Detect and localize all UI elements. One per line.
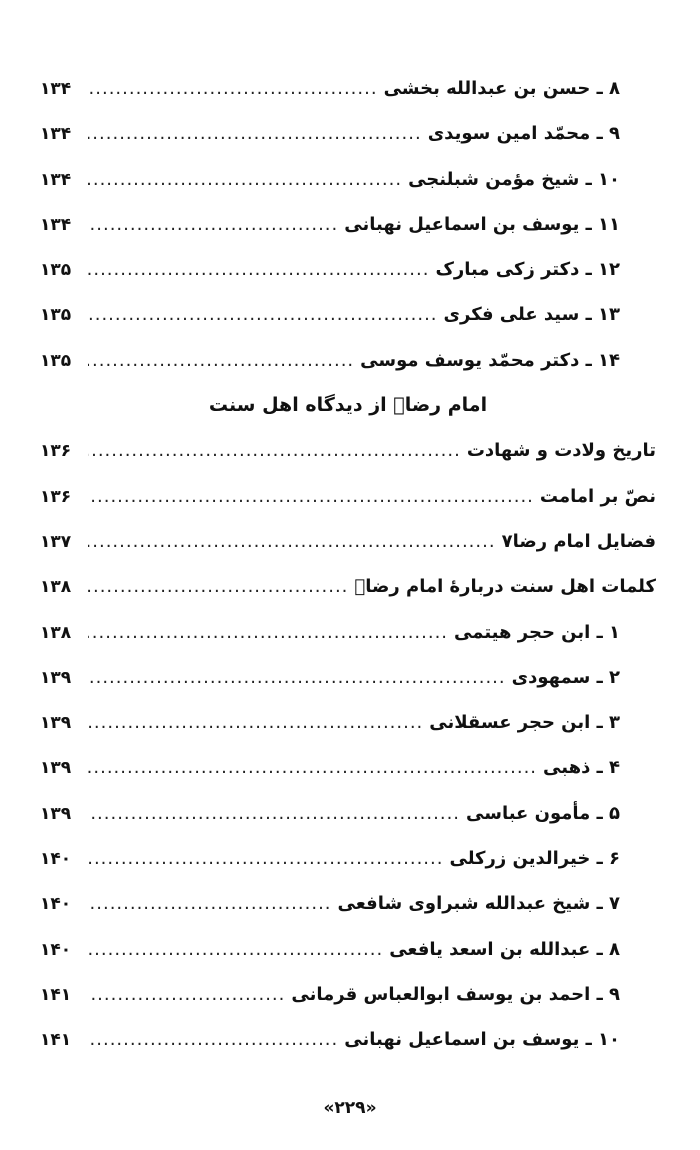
toc-entry [40, 474, 656, 519]
toc-entry [40, 700, 656, 745]
toc-entry-title: ۱۲ ـ دکتر زکی مبارک [435, 259, 620, 281]
section-heading: امام رضاؐ از دیدگاه اهل سنت [208, 394, 488, 417]
toc-entry-title: ۱۰ ـ یوسف بن اسماعیل نهبانی [344, 1029, 620, 1051]
toc-entry-page: ۱۳۷ [40, 531, 72, 552]
table-of-contents [40, 66, 656, 1063]
toc-entry [40, 338, 656, 383]
dot-leader [88, 791, 460, 836]
toc-entry [40, 791, 656, 836]
toc-entry-title: ۱۴ ـ دکتر محمّد یوسف موسی [360, 349, 620, 371]
dot-leader [88, 927, 383, 972]
dot-leader [88, 519, 496, 564]
dot-leader [88, 157, 402, 202]
toc-entry-title: ۱۰ ـ شیخ مؤمن شبلنجی [408, 168, 620, 190]
toc-entry-title: ۹ ـ احمد بن یوسف ابوالعباس قرمانی [291, 983, 620, 1005]
toc-entry-title: ۱۱ ـ یوسف بن اسماعیل نهبانی [344, 213, 620, 235]
dot-leader [88, 1017, 338, 1062]
dot-leader [88, 610, 448, 655]
toc-entry [40, 202, 656, 247]
toc-entry [40, 836, 656, 881]
toc-entry-page: ۱۳۵ [40, 305, 72, 326]
toc-entry-page: ۱۳۶ [40, 441, 72, 462]
toc-entry [40, 247, 656, 292]
toc-entry [40, 1017, 656, 1062]
toc-entry-page: ۱۳۸ [40, 577, 72, 598]
toc-entry [40, 610, 656, 655]
toc-entry-title: ۶ ـ خیرالدین زرکلی [449, 848, 620, 870]
toc-entry-title: ۹ ـ محمّد امین سویدی [427, 123, 620, 145]
toc-entry-title: ۸ ـ عبدالله بن اسعد یافعی [389, 938, 620, 960]
toc-entry [40, 564, 656, 609]
dot-leader [88, 474, 534, 519]
toc-entry [40, 66, 656, 111]
dot-leader [88, 564, 348, 609]
toc-entry [40, 927, 656, 972]
dot-leader [88, 655, 506, 700]
toc-entry-page: ۱۳۴ [40, 169, 72, 190]
dot-leader [88, 881, 332, 926]
toc-entry-title: فضایل امام رضا۷ [501, 530, 656, 552]
toc-entry-page: ۱۳۴ [40, 214, 72, 235]
toc-entry [40, 655, 656, 700]
toc-entry [40, 111, 656, 156]
toc-entry-page: ۱۴۱ [40, 1030, 72, 1051]
toc-entry-title: نصّ بر امامت [539, 485, 656, 507]
toc-entry-title: کلمات اهل سنت دربارهٔ امام رضاؐ [354, 576, 656, 598]
toc-entry-page: ۱۳۶ [40, 486, 72, 507]
toc-entry-page: ۱۳۴ [40, 124, 72, 145]
toc-entry-title: ۴ ـ ذهبی [543, 757, 620, 779]
dot-leader [88, 338, 354, 383]
dot-leader [88, 247, 429, 292]
toc-entry [40, 157, 656, 202]
toc-entry [40, 745, 656, 790]
toc-entry-page: ۱۳۹ [40, 713, 72, 734]
toc-entry [40, 881, 656, 926]
dot-leader [88, 745, 537, 790]
toc-entry [40, 428, 656, 473]
dot-leader [88, 428, 461, 473]
toc-entry-page: ۱۴۰ [40, 894, 72, 915]
toc-entry-page: ۱۳۴ [40, 79, 72, 99]
toc-entry-page: ۱۳۹ [40, 803, 72, 824]
toc-entry [40, 292, 656, 337]
toc-entry-title: ۵ ـ مأمون عباسی [466, 802, 620, 824]
toc-entry-title: ۳ ـ ابن حجر عسقلانی [429, 712, 620, 734]
page-number: «۲۲۹» [323, 1098, 377, 1118]
toc-entry-title: ۸ ـ حسن بن عبدالله بخشی [383, 78, 620, 99]
toc-entry-page: ۱۴۰ [40, 849, 72, 870]
toc-entry-page: ۱۳۹ [40, 758, 72, 779]
toc-entry-title: ۱۳ ـ سید علی فکری [443, 304, 620, 326]
toc-entry-page: ۱۳۵ [40, 260, 72, 281]
dot-leader [88, 292, 438, 337]
dot-leader [88, 836, 443, 881]
toc-entry-page: ۱۳۸ [40, 622, 72, 643]
toc-entry-page: ۱۳۵ [40, 350, 72, 371]
toc-entry-title: ۲ ـ سمهودی [511, 666, 620, 688]
toc-entry-page: ۱۴۱ [40, 984, 72, 1005]
dot-leader [88, 202, 338, 247]
toc-entry [40, 519, 656, 564]
toc-entry-title: ۱ ـ ابن حجر هیتمی [454, 621, 620, 643]
toc-entry-title: تاریخ ولادت و شهادت [466, 440, 656, 462]
dot-leader [88, 111, 422, 156]
dot-leader [88, 66, 378, 111]
dot-leader [88, 972, 285, 1017]
toc-entry-page: ۱۴۰ [40, 939, 72, 960]
toc-entry [40, 972, 656, 1017]
toc-entry-title: ۷ ـ شیخ عبدالله شبراوی شافعی [337, 893, 620, 915]
toc-entry-page: ۱۳۹ [40, 667, 72, 688]
dot-leader [88, 700, 423, 745]
